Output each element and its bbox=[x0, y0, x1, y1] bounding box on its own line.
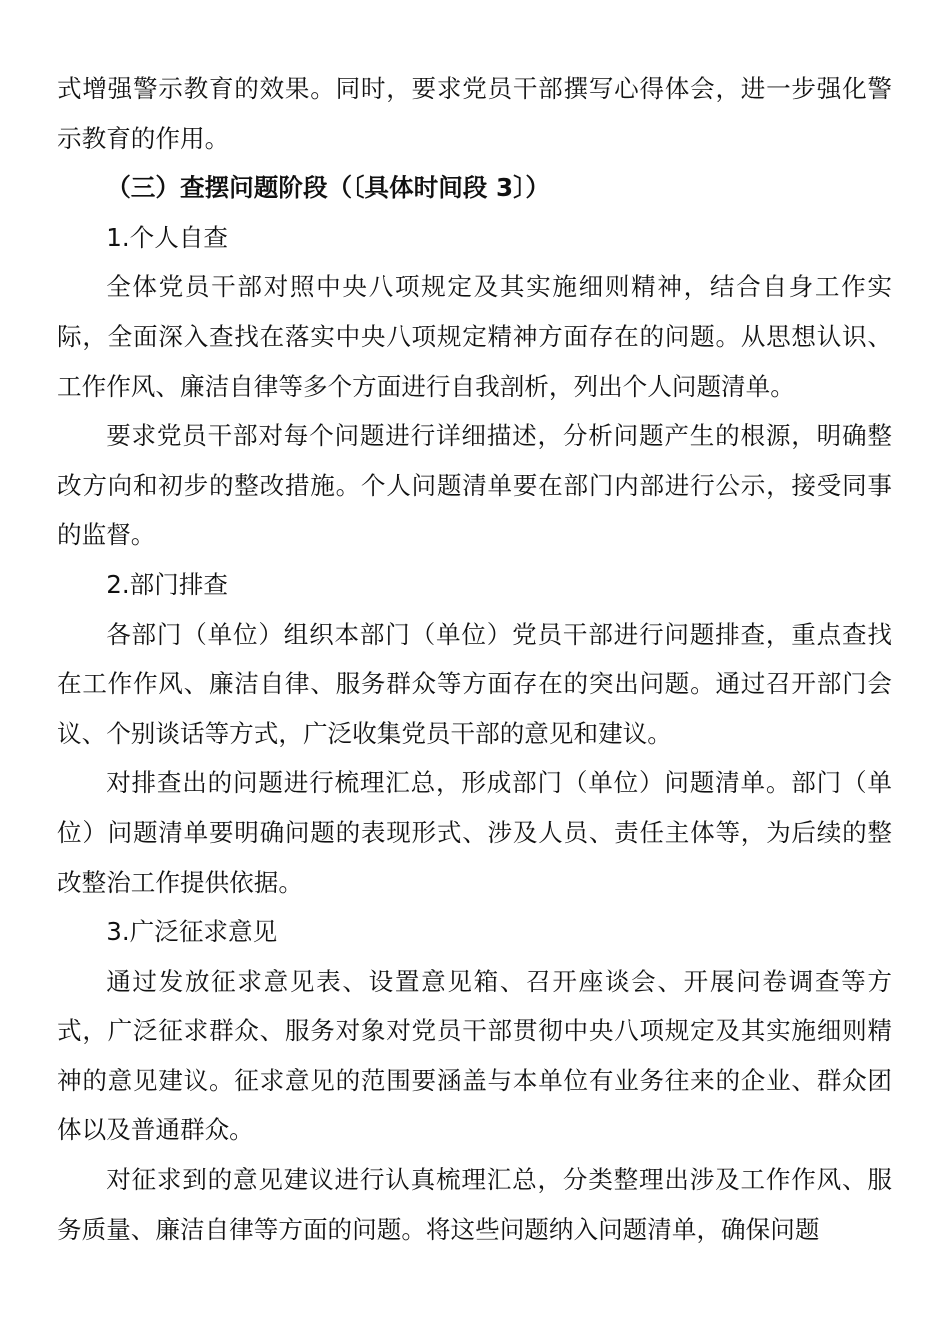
document-body bbox=[57, 64, 892, 1254]
paragraph-continuation: 式增强警示教育的效果。同时，要求党员干部撰写心得体会，进一步强化警示教育的作用。 bbox=[57, 74, 892, 153]
paragraph-self-check-1: 全体党员干部对照中央八项规定及其实施细则精神，结合自身工作实际，全面深入查找在落实中央八项规定精神方面存在的问题。从思想认识、工作作风、廉洁自律等多个方面进行自我剖析，列出个人问题清单。 bbox=[57, 272, 892, 401]
paragraph-solicit-opinions-2: 对征求到的意见建议进行认真梳理汇总，分类整理出涉及工作作风、服务质量、廉洁自律等方面的问题。将这些问题纳入问题清单，确保问题 bbox=[57, 1165, 892, 1244]
paragraph-self-check-2: 要求党员干部对每个问题进行详细描述，分析问题产生的根源，明确整改方向和初步的整改措施。个人问题清单要在部门内部进行公示，接受同事的监督。 bbox=[57, 421, 892, 550]
subheading-self-check: 1.个人自查 bbox=[106, 222, 229, 252]
paragraph-solicit-opinions-1: 通过发放征求意见表、设置意见箱、召开座谈会、开展问卷调查等方式，广泛征求群众、服务对象对党员干部贯彻中央八项规定及其实施细则精神的意见建议。征求意见的范围要涵盖与本单位有业务往来的企业、群众团体以及普通群众。 bbox=[57, 966, 892, 1145]
paragraph-department-check-1: 各部门（单位）组织本部门（单位）党员干部进行问题排查，重点查找在工作作风、廉洁自律、服务群众等方面存在的突出问题。通过召开部门会议、个别谈话等方式，广泛收集党员干部的意见和建议。 bbox=[57, 619, 892, 748]
paragraph-department-check-2: 对排查出的问题进行梳理汇总，形成部门（单位）问题清单。部门（单位）问题清单要明确问题的表现形式、涉及人员、责任主体等，为后续的整改整治工作提供依据。 bbox=[57, 768, 892, 897]
subheading-department-check: 2.部门排查 bbox=[106, 569, 229, 599]
subheading-solicit-opinions: 3.广泛征求意见 bbox=[106, 917, 278, 947]
section-heading-review-stage: （三）查摆问题阶段（〔具体时间段 3〕） bbox=[106, 173, 550, 203]
